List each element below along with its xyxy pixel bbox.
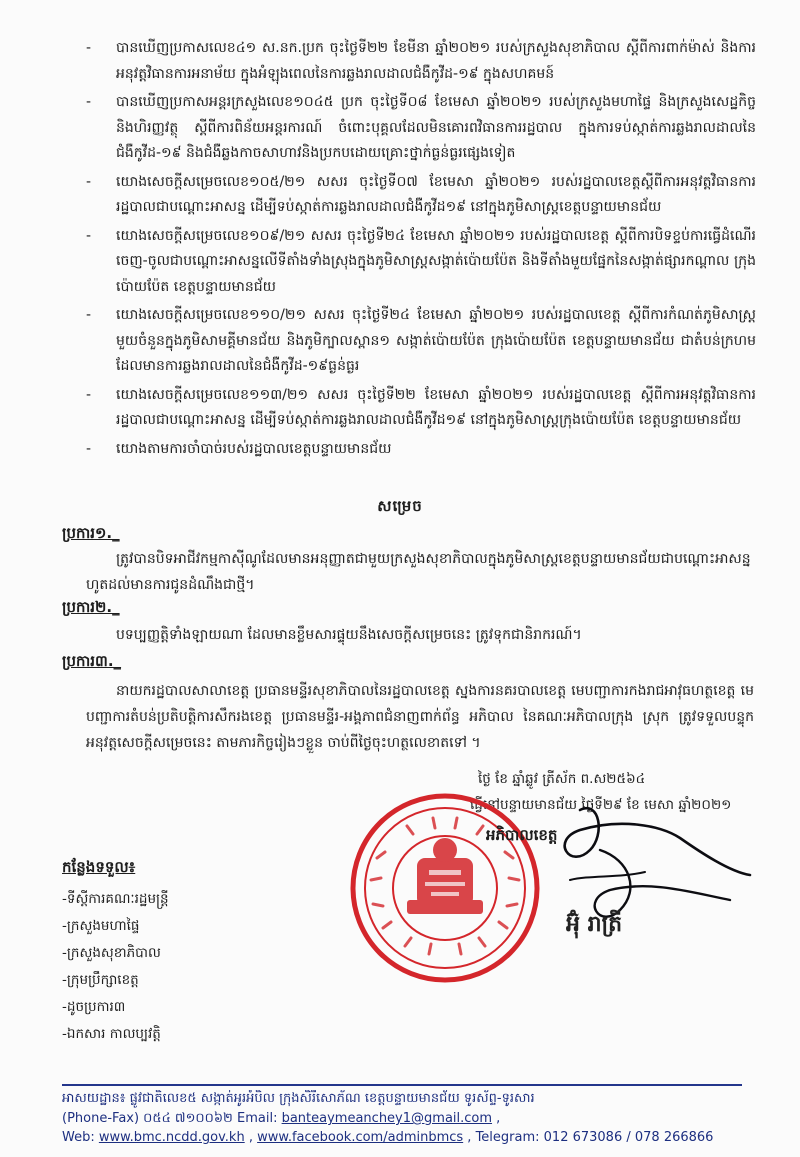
- article-2-body: បទប្បញ្ញត្តិទាំងឡាយណា ដែលមានខ្លឹមសារផ្ទុយនឹងសេចក្តីសម្រេចនេះ ត្រូវទុកជានិរាករណ៍។: [116, 627, 582, 643]
- preamble-list: [86, 36, 756, 465]
- signer-title: អភិបាលខេត្ត: [486, 826, 558, 844]
- preamble-item: - បានឃើញប្រកាសអន្តរក្រសួងលេខ១០៤៥ ប្រក ចុះថ្ងៃទី០៨ ខែមេសា ឆ្នាំ២០២១ របស់ក្រសួងមហាផ្ទៃ និងក្រសួងសេដ្ឋកិច្ច និងហិរញ្ញវត្ថុ ស្តីពីការពិន័យអន្តរការណ៍ ចំពោះបុគ្គលដែលមិនគោរពវិធានការរដ្ឋបាល ក្នុងការទប់ស្កាត់ការឆ្លងរាលដាលនៃជំងឺកូវីដ-១៩ និងជំងឺឆ្លងកាចសាហាវនិងប្រកបដោយគ្រោះថ្នាក់ធ្ងន់ធ្ងរផ្សេងទៀត: [86, 94, 756, 161]
- preamble-item-text: យោងសេចក្តីសម្រេចលេខ១០៥/២១ សសរ ចុះថ្ងៃទី០៧ ខែមេសា ឆ្នាំ២០២១ របស់រដ្ឋបាលខេត្តស្តីពីការអនុវត្តវិធានការរដ្ឋបាលជាបណ្តោះអាសន្ន ដើម្បីទប់ស្កាត់ការឆ្លងរាលដាលជំងឺកូវីដ១៩ នៅក្នុងភូមិសាស្ត្រខេត្តបន្ទាយមានជ័យ: [116, 173, 756, 215]
- preamble-item-text: បានឃើញប្រកាសលេខ៤១ ស.នក.ប្រក ចុះថ្ងៃទី២២ ខែមីនា ឆ្នាំ២០២១ របស់ក្រសួងសុខាភិបាល ស្តីពីការពាក់ម៉ាស់ និងការអនុវត្តវិធានការអនាម័យ ក្នុងអំឡុងពេលនៃការឆ្លងរាលដាលជំងឺកូវីដ-១៩ ក្នុងសហគមន៍: [116, 40, 756, 82]
- preamble-item-text: យោងសេចក្តីសម្រេចលេខ១១៣/២១ សសរ ចុះថ្ងៃទី២២ ខែមេសា ឆ្នាំ២០២១ របស់រដ្ឋបាលខេត្ត ស្តីពីការអនុវត្តវិធានការរដ្ឋបាលជាបណ្តោះអាសន្ន ដើម្បីទប់ស្កាត់ការឆ្លងរាលដាលជំងឺកូវីដ១៩ នៅក្នុងភូមិសាស្ត្រក្រុងប៉ោយប៉ែត ខេត្តបន្ទាយមានជ័យ: [116, 386, 756, 428]
- preamble-item-text: យោងតាមការចាំបាច់របស់រដ្ឋបាលខេត្តបន្ទាយមានជ័យ: [116, 440, 392, 457]
- footer-facebook-link[interactable]: www.facebook.com/adminbmcs: [257, 1130, 464, 1145]
- preamble-item: - បានឃើញប្រកាសលេខ៤១ ស.នក.ប្រក ចុះថ្ងៃទី២២ ខែមីនា ឆ្នាំ២០២១ របស់ក្រសួងសុខាភិបាល ស្តីពីការពាក់ម៉ាស់ និងការអនុវត្តវិធានការអនាម័យ ក្នុងអំឡុងពេលនៃការឆ្លងរាលដាលជំងឺកូវីដ-១៩ ក្នុងសហគមន៍: [86, 40, 756, 82]
- recipient-item: -ក្រសួងមហាផ្ទៃ: [62, 918, 140, 934]
- article-3-heading: ប្រការ៣._: [62, 652, 122, 670]
- preamble-item-text: បានឃើញប្រកាសអន្តរក្រសួងលេខ១០៤៥ ប្រក ចុះថ្ងៃទី០៨ ខែមេសា ឆ្នាំ២០២១ របស់ក្រសួងមហាផ្ទៃ និងក្រសួងសេដ្ឋកិច្ច និងហិរញ្ញវត្ថុ ស្តីពីការពិន័យអន្តរការណ៍ ចំពោះបុគ្គលដែលមិនគោរពវិធានការរដ្ឋបាល ក្នុងការទប់ស្កាត់ការឆ្លងរាលដាលនៃជំងឺកូវីដ-១៩ និងជំងឺឆ្លងកាចសាហាវនិងប្រកបដោយគ្រោះថ្នាក់ធ្ងន់ធ្ងរផ្សេងទៀត: [116, 94, 756, 161]
- signer-name: អ៊ុំ រាត្រី: [566, 912, 623, 937]
- article-2-heading: ប្រការ២._: [62, 598, 120, 616]
- footer-telegram: Telegram: 012 673086 / 078 266866: [475, 1130, 714, 1145]
- preamble-item: - យោងតាមការចាំបាច់របស់រដ្ឋបាលខេត្តបន្ទាយមានជ័យ: [86, 440, 392, 457]
- decision-title: សម្រេច: [377, 497, 423, 515]
- recipient-item: -ក្រុមប្រឹក្សាខេត្ត: [62, 972, 139, 988]
- recipients-block: [62, 858, 169, 1048]
- preamble-item-text: យោងសេចក្តីសម្រេចលេខ១០៩/២១ សសរ ចុះថ្ងៃទី២៤ ខែមេសា ឆ្នាំ២០២១ របស់រដ្ឋបាលខេត្ត ស្តីពីការបិទខ្ទប់ការធ្វើដំណើរចេញ-ចូលជាបណ្តោះអាសន្នលើទីតាំងទាំងស្រុងក្នុងភូមិសាស្ត្រសង្កាត់ប៉ោយប៉ែត និងទីតាំងមួយផ្នែកនៃសង្កាត់ផ្សារកណ្តាល ក្រុងប៉ោយប៉ែត ខេត្តបន្ទាយមានជ័យ: [116, 227, 756, 295]
- preamble-item: - យោងសេចក្តីសម្រេចលេខ១០៩/២១ សសរ ចុះថ្ងៃទី២៤ ខែមេសា ឆ្នាំ២០២១ របស់រដ្ឋបាលខេត្ត ស្តីពីការបិទខ្ទប់ការធ្វើដំណើរចេញ-ចូលជាបណ្តោះអាសន្នលើទីតាំងទាំងស្រុងក្នុងភូមិសាស្ត្រសង្កាត់ប៉ោយប៉ែត និងទីតាំងមួយផ្នែកនៃសង្កាត់ផ្សារកណ្តាល ក្រុងប៉ោយប៉ែត ខេត្តបន្ទាយមានជ័យ: [86, 227, 756, 295]
- footer-phone: (Phone-Fax) ០៥៤ ៧១០០៦២ Email:: [62, 1111, 282, 1126]
- preamble-item: - យោងសេចក្តីសម្រេចលេខ១១០/២១ សសរ ចុះថ្ងៃទី២៤ ខែមេសា ឆ្នាំ២០២១ របស់រដ្ឋបាលខេត្ត ស្តីពីការកំណត់ភូមិសាស្ត្រមួយចំនួនក្នុងភូមិសាមគ្គីមានជ័យ និងភូមិក្បាលស្ពាន១ សង្កាត់ប៉ោយប៉ែត ក្រុងប៉ោយប៉ែត ខេត្តបន្ទាយមានជ័យ ជាតំបន់ក្រហម ដែលមានការឆ្លងរាលដាលនៃជំងឺកូវីដ-១៩ធ្ងន់ធ្ងរ: [86, 307, 756, 374]
- article-1-body: ត្រូវបានបិទអាជីវកម្មកាស៊ីណូដែលមានអនុញ្ញាតជាមួយក្រសួងសុខាភិបាលក្នុងភូមិសាស្ត្រខេត្តបន្ទាយមានជ័យជាបណ្តោះអាសន្ន ហូតដល់មានការជូនដំណឹងជាថ្មី។: [86, 551, 751, 593]
- solar-date: ធ្វើនៅបន្ទាយមានជ័យ ថ្ងៃទី២៩ ខែ មេសា ឆ្នាំ២០២១: [470, 797, 732, 813]
- preamble-item: - យោងសេចក្តីសម្រេចលេខ១០៥/២១ សសរ ចុះថ្ងៃទី០៧ ខែមេសា ឆ្នាំ២០២១ របស់រដ្ឋបាលខេត្តស្តីពីការអនុវត្តវិធានការរដ្ឋបាលជាបណ្តោះអាសន្ន ដើម្បីទប់ស្កាត់ការឆ្លងរាលដាលជំងឺកូវីដ១៩ នៅក្នុងភូមិសាស្ត្រខេត្តបន្ទាយមានជ័យ: [86, 173, 756, 215]
- footer-email-link[interactable]: banteaymeanchey1@gmail.com: [281, 1111, 493, 1126]
- preamble-item-text: យោងសេចក្តីសម្រេចលេខ១១០/២១ សសរ ចុះថ្ងៃទី២៤ ខែមេសា ឆ្នាំ២០២១ របស់រដ្ឋបាលខេត្ត ស្តីពីការកំណត់ភូមិសាស្ត្រមួយចំនួនក្នុងភូមិសាមគ្គីមានជ័យ និងភូមិក្បាលស្ពាន១ សង្កាត់ប៉ោយប៉ែត ក្រុងប៉ោយប៉ែត ខេត្តបន្ទាយមានជ័យ ជាតំបន់ក្រហម ដែលមានការឆ្លងរាលដាលនៃជំងឺកូវីដ-១៩ធ្ងន់ធ្ងរ: [116, 307, 756, 374]
- article-1-heading: ប្រការ១._: [62, 524, 120, 542]
- recipient-item: -ឯកសារ កាលប្បវត្តិ: [62, 1026, 161, 1042]
- footer-address: អាសយដ្ឋាន៖ ផ្លូវជាតិលេខ៥ សង្កាត់អូរអំបិល ក្រុងសិរីសោភ័ណ ខេត្តបន្ទាយមានជ័យ ទូរស័ព្ទ-ទូរសារ: [62, 1091, 535, 1106]
- recipients-title: កន្លែងទទួល៖: [62, 858, 136, 876]
- footer-contact-line: (Phone-Fax) ០៥៤ ៧១០០៦២ Email: banteaymeanchey1@gmail.com ,: [62, 1111, 501, 1126]
- footer-web-label: Web:: [62, 1130, 99, 1145]
- recipient-item: -ដូចប្រការ៣: [62, 999, 126, 1015]
- footer-divider: [62, 1084, 742, 1086]
- recipient-item: -ទីស្តីការគណៈរដ្ឋមន្ត្រី: [62, 891, 169, 907]
- footer-website-link[interactable]: www.bmc.ncdd.gov.kh: [98, 1130, 245, 1145]
- recipient-item: -ក្រសួងសុខាភិបាល: [62, 945, 161, 961]
- footer-web-line: Web: www.bmc.ncdd.gov.kh , www.facebook.com/adminbmcs , Telegram: 012 673086 / 078 266866: [62, 1130, 714, 1145]
- preamble-item: - យោងសេចក្តីសម្រេចលេខ១១៣/២១ សសរ ចុះថ្ងៃទី២២ ខែមេសា ឆ្នាំ២០២១ របស់រដ្ឋបាលខេត្ត ស្តីពីការអនុវត្តវិធានការរដ្ឋបាលជាបណ្តោះអាសន្ន ដើម្បីទប់ស្កាត់ការឆ្លងរាលដាលជំងឺកូវីដ១៩ នៅក្នុងភូមិសាស្ត្រក្រុងប៉ោយប៉ែត ខេត្តបន្ទាយមានជ័យ: [86, 386, 756, 428]
- lunar-date: ថ្ងៃ ខែ ឆ្នាំឆ្លូវ ត្រីស័ក ព.ស២៥៦៤: [478, 771, 646, 787]
- article-3-body: នាយករដ្ឋបាលសាលាខេត្ត ប្រធានមន្ទីរសុខាភិបាលនៃរដ្ឋបាលខេត្ត ស្នងការនគរបាលខេត្ត មេបញ្ជាការកងរាជអាវុធហត្ថខេត្ត មេបញ្ជាការតំបន់ប្រតិបត្តិការសឹករងខេត្ត ប្រធានមន្ទីរ-អង្គភាពជំនាញពាក់ព័ន្ធ អភិបាល នៃគណៈអភិបាលក្រុង ស្រុក ត្រូវទទួលបន្ទុកអនុវត្តសេចក្តីសម្រេចនេះ តាមភារកិច្ចរៀងៗខ្លួន ចាប់ពីថ្ងៃចុះហត្ថលេខាតទៅ ។: [86, 683, 754, 751]
